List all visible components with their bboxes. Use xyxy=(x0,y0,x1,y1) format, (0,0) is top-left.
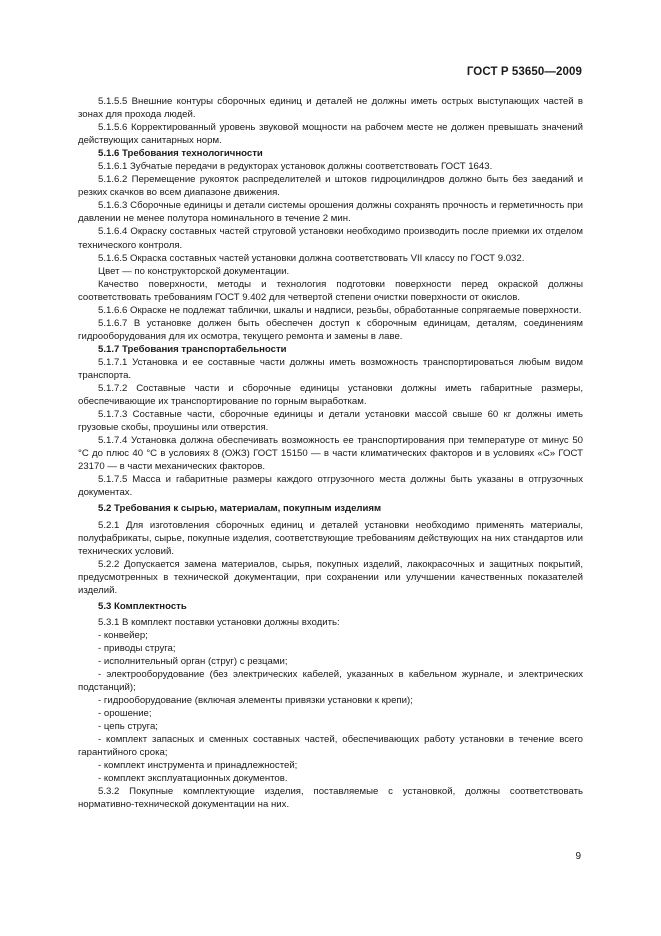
paragraph: 5.1.6.6 Окраске не подлежат таблички, шкалы и надписи, резьбы, обработанные сопрягаемые поверхности. xyxy=(98,304,582,316)
list-item: - гидрооборудование (включая элементы привязки установки к крепи); xyxy=(98,695,413,707)
document-body xyxy=(78,95,583,812)
paragraph: 5.1.5.6 Корректированный уровень звуковой мощности на рабочем месте не должен превышать значений действующих санитарных норм. xyxy=(78,122,583,147)
list-item: - комплект запасных и сменных составных частей, обеспечивающих работу установки в течение всего гарантийного срока; xyxy=(78,734,583,759)
section-heading: 5.3 Комплектность xyxy=(98,600,187,612)
paragraph: 5.1.6.1 Зубчатые передачи в редукторах установок должны соответствовать ГОСТ 1643. xyxy=(98,161,493,173)
list-item: - цепь струга; xyxy=(98,721,158,733)
paragraph: 5.1.7.4 Установка должна обеспечивать возможность ее транспортирования при температуре от минус 50 °С до плюс 40 °С в условиях 8 (ОЖЗ) ГОСТ 15150 — в части климатических факторов и в условиях «С» ГОСТ 23170 — в части механических факторов. xyxy=(78,435,583,473)
section-heading: 5.1.6 Требования технологичности xyxy=(98,148,263,160)
list-item: - конвейер; xyxy=(98,629,148,641)
list-item: - электрооборудование (без электрических кабелей, указанных в кабельном журнале, и электрических подстанций); xyxy=(78,669,583,694)
paragraph: 5.1.6.4 Окраску составных частей струговой установки необходимо производить после приемки их отделом технического контроля. xyxy=(78,226,583,251)
paragraph: 5.1.7.5 Масса и габаритные размеры каждого отгрузочного места должны быть указаны в отгрузочных документах. xyxy=(78,474,583,499)
list-item: - комплект эксплуатационных документов. xyxy=(98,773,288,785)
paragraph: 5.2.1 Для изготовления сборочных единиц и деталей установки необходимо применять материалы, полуфабрикаты, сырье, покупные изделия, соответствующие требованиям действующих на них стандартов или технических условий. xyxy=(78,519,583,557)
page-number: 9 xyxy=(575,851,581,862)
section-heading: 5.1.7 Требования транспортабельности xyxy=(98,343,287,355)
paragraph: 5.1.7.1 Установка и ее составные части должны иметь возможность транспортироваться любым видом транспорта. xyxy=(78,356,583,381)
paragraph: Цвет — по конструкторской документации. xyxy=(98,265,290,277)
paragraph: 5.2.2 Допускается замена материалов, сырья, покупных изделий, лакокрасочных и защитных покрытий, предусмотренных в технической документации, при сохранении или улучшении качественных показателей изделий. xyxy=(78,558,583,596)
paragraph: 5.1.5.5 Внешние контуры сборочных единиц и деталей не должны иметь острых выступающих частей в зонах для прохода людей. xyxy=(78,96,583,121)
paragraph: 5.1.6.5 Окраска составных частей установки должна соответствовать VII классу по ГОСТ 9.032. xyxy=(98,252,525,264)
list-item: - комплект инструмента и принадлежностей; xyxy=(98,760,298,772)
document-id-header: ГОСТ Р 53650—2009 xyxy=(466,66,582,78)
paragraph: 5.1.7.2 Составные части и сборочные единицы установки должны иметь габаритные размеры, обеспечивающие их транспортирование по горным выработкам. xyxy=(78,383,583,408)
paragraph: 5.3.2 Покупные комплектующие изделия, поставляемые с установкой, должны соответствовать нормативно-технической документации на них. xyxy=(78,786,583,811)
paragraph: 5.1.6.7 В установке должен быть обеспечен доступ к сборочным единицам, деталям, соединениям гидрооборудования для их осмотра, текущего ремонта и замены в лаве. xyxy=(78,317,583,342)
list-item: - орошение; xyxy=(98,708,152,720)
paragraph: Качество поверхности, методы и технология подготовки поверхности перед окраской должны соответствовать требованиям ГОСТ 9.402 для четвертой степени очистки поверхности от окислов. xyxy=(78,278,583,303)
section-heading: 5.2 Требования к сырью, материалам, покупным изделиям xyxy=(98,503,382,515)
paragraph: 5.3.1 В комплект поставки установки должны входить: xyxy=(98,616,340,628)
paragraph: 5.1.6.3 Сборочные единицы и детали системы орошения должны сохранять прочность и герметичность при давлении не менее полутора номинального в течение 2 мин. xyxy=(78,200,583,225)
paragraph: 5.1.7.3 Составные части, сборочные единицы и детали установки массой свыше 60 кг должны иметь грузовые скобы, проушины или отверстия. xyxy=(78,409,583,434)
list-item: - исполнительный орган (струг) с резцами; xyxy=(98,655,288,667)
paragraph: 5.1.6.2 Перемещение рукояток распределителей и штоков гидроцилиндров должно быть без заеданий и резких скачков во всем диапазоне движения. xyxy=(78,174,583,199)
list-item: - приводы струга; xyxy=(98,642,176,654)
